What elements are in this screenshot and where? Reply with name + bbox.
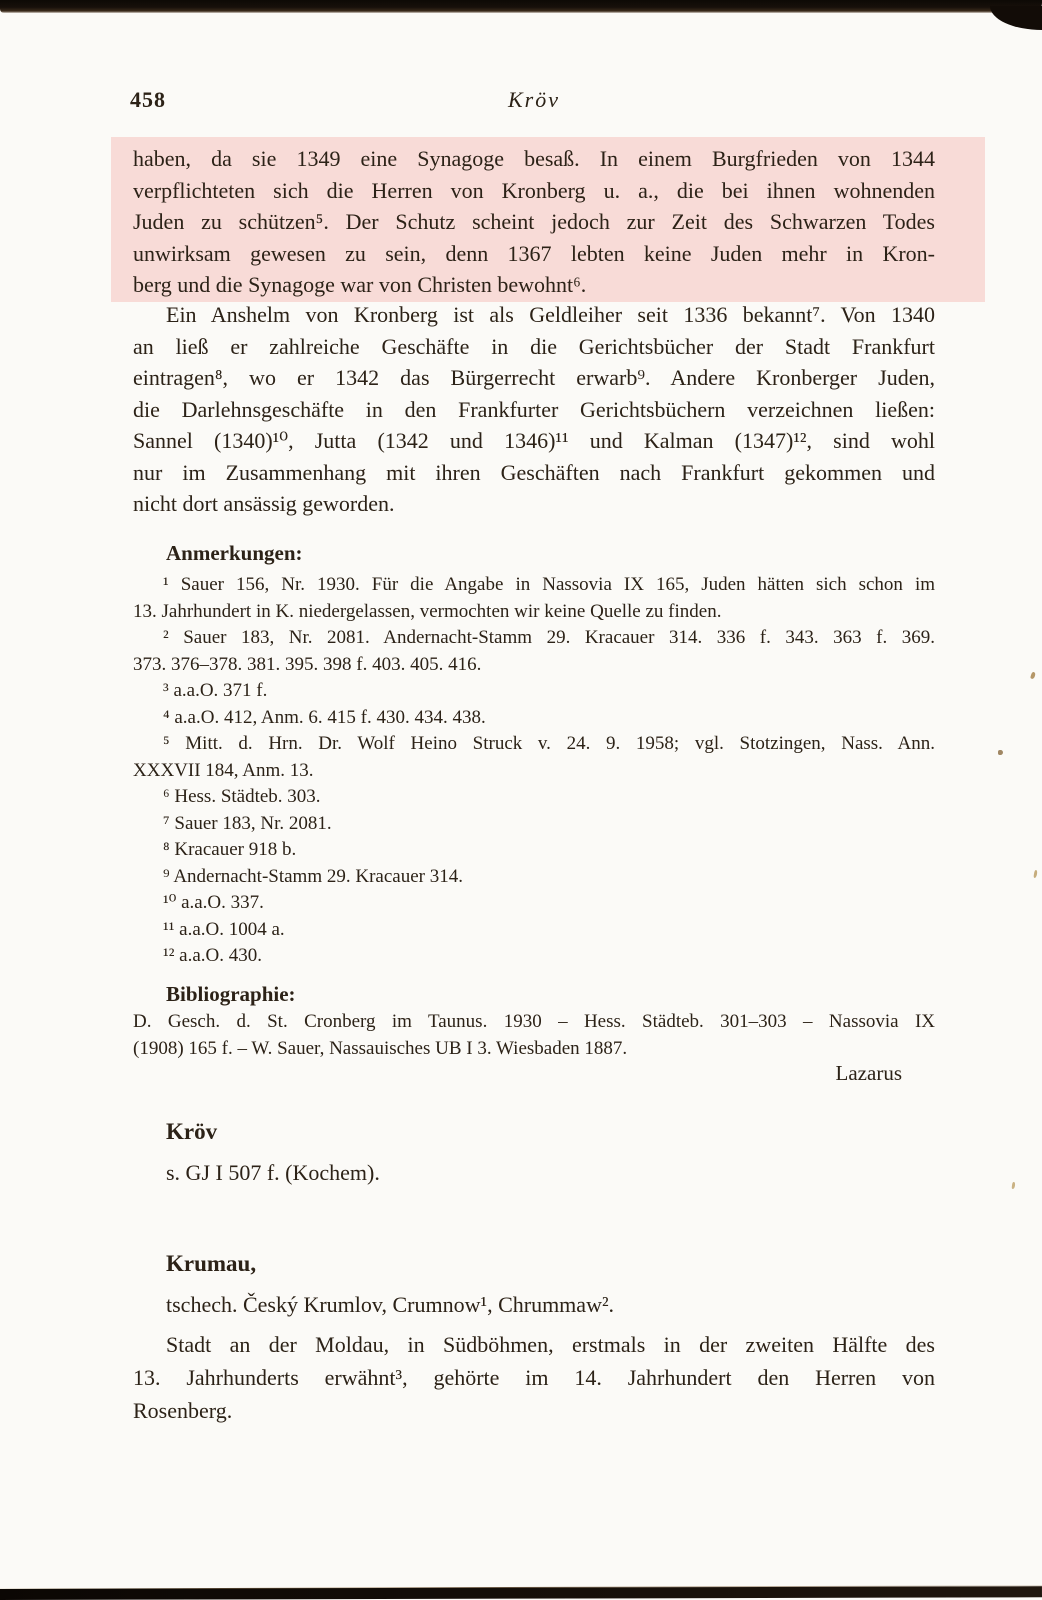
text-line: D. Gesch. d. St. Cronberg im Taunus. 1930 – Hess. Städteb. 301–303 – Nassovia IX bbox=[133, 1011, 935, 1032]
paragraph-anshelm bbox=[133, 299, 935, 520]
entry-krumau-paragraph bbox=[133, 1328, 935, 1427]
text-line: ⁵ Mitt. d. Hrn. Dr. Wolf Heino Struck v. 24. 9. 1958; vgl. Stotzingen, Nass. Ann. bbox=[163, 733, 935, 754]
footnote-4 bbox=[133, 705, 935, 732]
footnote-2 bbox=[133, 625, 935, 678]
text-line: ² Sauer 183, Nr. 2081. Andernacht-Stamm 29. Kracauer 314. 336 f. 343. 363 f. 369. bbox=[163, 627, 935, 648]
text-line: Rosenberg. bbox=[133, 1398, 233, 1423]
text-line: ¹² a.a.O. 430. bbox=[163, 945, 262, 966]
entry-krumau-name-variants: tschech. Český Krumlov, Crumnow¹, Chrummaw². bbox=[166, 1292, 615, 1317]
text-line: eintragen⁸, wo er 1342 das Bürgerrecht erwarb⁹. Andere Kronberger Juden, bbox=[133, 365, 935, 390]
text-line: ¹¹ a.a.O. 1004 a. bbox=[163, 918, 285, 940]
footnote-6 bbox=[133, 784, 935, 811]
text-line: die Darlehnsgeschäfte in den Frankfurter Gerichtsbüchern verzeichnen ließen: bbox=[133, 396, 935, 422]
running-header: Kröv bbox=[508, 87, 560, 112]
text-line: ¹ Sauer 156, Nr. 1930. Für die Angabe in Nassovia IX 165, Juden hätten sich schon im bbox=[163, 574, 935, 595]
text-line: ⁶ Hess. Städteb. 303. bbox=[163, 786, 321, 807]
text-line: 13. Jahrhunderts erwähnt³, gehörte im 14. Jahrhundert den Herren von bbox=[133, 1365, 935, 1390]
highlighted-paragraph bbox=[111, 137, 985, 302]
text-line: ¹⁰ a.a.O. 337. bbox=[163, 892, 264, 913]
scan-top-edge bbox=[0, 0, 1042, 13]
entry-heading-krumau: Krumau, bbox=[166, 1251, 257, 1276]
text-line: unwirksam gewesen zu sein, denn 1367 lebten keine Juden mehr in Kron- bbox=[133, 240, 935, 266]
text-line: ⁹ Andernacht-Stamm 29. Kracauer 314. bbox=[163, 865, 463, 887]
footnote-1 bbox=[133, 572, 935, 625]
text-line: Ein Anshelm von Kronberg ist als Geldleiher seit 1336 bekannt⁷. Von 1340 bbox=[166, 302, 935, 327]
footnote-5 bbox=[133, 731, 935, 784]
author-signature: Lazarus bbox=[835, 1061, 902, 1085]
text-line: 373. 376–378. 381. 395. 398 f. 403. 405. 416. bbox=[133, 653, 482, 675]
text-line: Sannel (1340)¹⁰, Jutta (1342 und 1346)¹¹ und Kalman (1347)¹², sind wohl bbox=[133, 428, 935, 453]
entry-kroev-crossreference: s. GJ I 507 f. (Kochem). bbox=[166, 1160, 380, 1185]
scan-speck bbox=[1030, 672, 1036, 680]
scan-bottom-edge bbox=[0, 1580, 1042, 1600]
text-line: Stadt an der Moldau, in Südböhmen, erstmals in der zweiten Hälfte des bbox=[166, 1332, 935, 1357]
bibliographie-heading: Bibliographie: bbox=[166, 982, 296, 1006]
text-line: ³ a.a.O. 371 f. bbox=[163, 680, 268, 701]
text-line: verpflichteten sich die Herren von Kronberg u. a., die bei ihnen wohnenden bbox=[133, 177, 935, 203]
footnote-12 bbox=[133, 943, 935, 970]
page-number: 458 bbox=[130, 87, 166, 112]
text-line: XXXVII 184, Anm. 13. bbox=[133, 759, 314, 781]
text-line: 13. Jahrhundert in K. niedergelassen, vermochten wir keine Quelle zu finden. bbox=[133, 600, 722, 622]
scan-speck bbox=[998, 750, 1003, 755]
entry-heading-kroev: Kröv bbox=[166, 1119, 218, 1144]
text-line: an ließ er zahlreiche Geschäfte in die Gerichtsbücher der Stadt Frankfurt bbox=[133, 333, 935, 359]
scan-speck bbox=[1033, 870, 1037, 878]
footnote-11 bbox=[133, 917, 935, 944]
text-line: haben, da sie 1349 eine Synagoge besaß. In einem Burgfrieden von 1344 bbox=[133, 146, 935, 171]
text-line: berg und die Synagoge war von Christen bewohnt⁶. bbox=[133, 272, 587, 297]
text-line: Juden zu schützen⁵. Der Schutz scheint jedoch zur Zeit des Schwarzen Todes bbox=[133, 209, 935, 234]
anmerkungen-heading: Anmerkungen: bbox=[166, 541, 303, 565]
scan-speck bbox=[1012, 1182, 1016, 1189]
footnotes-list bbox=[133, 572, 935, 970]
footnote-7 bbox=[133, 811, 935, 838]
text-line: nicht dort ansässig geworden. bbox=[133, 491, 395, 516]
footnote-9 bbox=[133, 864, 935, 891]
text-line: ⁸ Kracauer 918 b. bbox=[163, 839, 297, 860]
footnote-8 bbox=[133, 837, 935, 864]
footnote-3 bbox=[133, 678, 935, 705]
footnote-10 bbox=[133, 890, 935, 917]
text-line: (1908) 165 f. – W. Sauer, Nassauisches UB I 3. Wiesbaden 1887. bbox=[133, 1037, 628, 1059]
bibliographie-text bbox=[133, 1009, 935, 1062]
text-line: nur im Zusammenhang mit ihren Geschäften nach Frankfurt gekommen und bbox=[133, 459, 935, 485]
text-line: ⁷ Sauer 183, Nr. 2081. bbox=[163, 812, 332, 834]
scan-bottom-dark-bar bbox=[0, 1586, 1042, 1600]
text-line: ⁴ a.a.O. 412, Anm. 6. 415 f. 430. 434. 438. bbox=[163, 706, 486, 728]
